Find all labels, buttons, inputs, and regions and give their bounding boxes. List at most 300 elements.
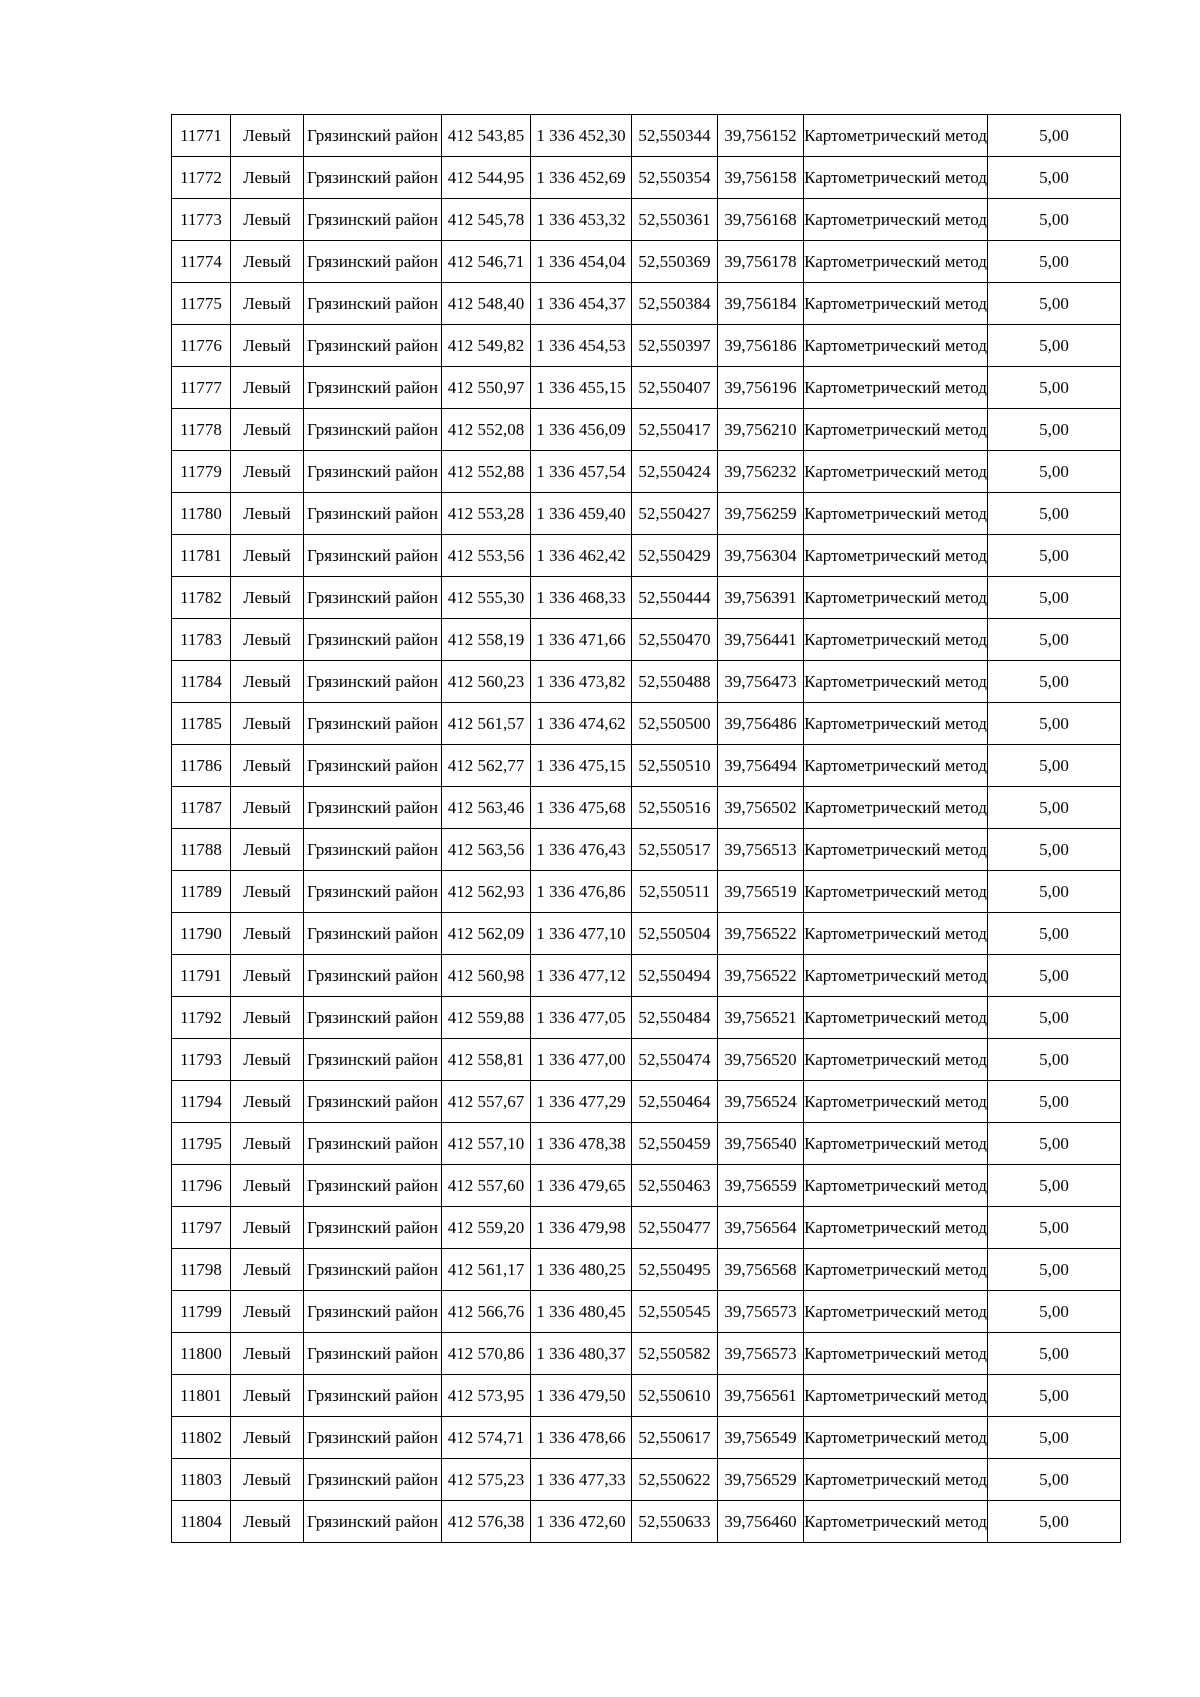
method-cell: Картометрический метод <box>804 1333 988 1375</box>
district-cell: Грязинский район <box>304 241 442 283</box>
table-row <box>172 1081 1121 1123</box>
table-row <box>172 535 1121 577</box>
side-cell: Левый <box>231 283 304 325</box>
point-number-cell: 11784 <box>172 661 231 703</box>
longitude-cell: 39,756460 <box>718 1501 804 1543</box>
y-coordinate-cell: 1 336 454,53 <box>531 325 632 367</box>
accuracy-cell: 5,00 <box>988 283 1121 325</box>
latitude-cell: 52,550510 <box>632 745 718 787</box>
latitude-cell: 52,550427 <box>632 493 718 535</box>
table-row <box>172 1249 1121 1291</box>
side-cell: Левый <box>231 829 304 871</box>
accuracy-cell: 5,00 <box>988 1249 1121 1291</box>
accuracy-cell: 5,00 <box>988 535 1121 577</box>
latitude-cell: 52,550545 <box>632 1291 718 1333</box>
accuracy-cell: 5,00 <box>988 1333 1121 1375</box>
y-coordinate-cell: 1 336 479,65 <box>531 1165 632 1207</box>
table-row <box>172 787 1121 829</box>
longitude-cell: 39,756529 <box>718 1459 804 1501</box>
accuracy-cell: 5,00 <box>988 325 1121 367</box>
district-cell: Грязинский район <box>304 1375 442 1417</box>
latitude-cell: 52,550610 <box>632 1375 718 1417</box>
accuracy-cell: 5,00 <box>988 1081 1121 1123</box>
longitude-cell: 39,756520 <box>718 1039 804 1081</box>
x-coordinate-cell: 412 561,17 <box>442 1249 531 1291</box>
district-cell: Грязинский район <box>304 661 442 703</box>
x-coordinate-cell: 412 558,81 <box>442 1039 531 1081</box>
x-coordinate-cell: 412 558,19 <box>442 619 531 661</box>
method-cell: Картометрический метод <box>804 661 988 703</box>
district-cell: Грязинский район <box>304 1333 442 1375</box>
table-row <box>172 997 1121 1039</box>
y-coordinate-cell: 1 336 479,50 <box>531 1375 632 1417</box>
y-coordinate-cell: 1 336 456,09 <box>531 409 632 451</box>
accuracy-cell: 5,00 <box>988 1123 1121 1165</box>
district-cell: Грязинский район <box>304 1291 442 1333</box>
side-cell: Левый <box>231 1039 304 1081</box>
x-coordinate-cell: 412 550,97 <box>442 367 531 409</box>
x-coordinate-cell: 412 557,10 <box>442 1123 531 1165</box>
table-row <box>172 829 1121 871</box>
y-coordinate-cell: 1 336 476,86 <box>531 871 632 913</box>
table-row <box>172 1291 1121 1333</box>
table-row <box>172 955 1121 997</box>
method-cell: Картометрический метод <box>804 409 988 451</box>
side-cell: Левый <box>231 871 304 913</box>
table-row <box>172 703 1121 745</box>
accuracy-cell: 5,00 <box>988 955 1121 997</box>
point-number-cell: 11790 <box>172 913 231 955</box>
side-cell: Левый <box>231 703 304 745</box>
side-cell: Левый <box>231 745 304 787</box>
x-coordinate-cell: 412 562,93 <box>442 871 531 913</box>
accuracy-cell: 5,00 <box>988 367 1121 409</box>
x-coordinate-cell: 412 559,88 <box>442 997 531 1039</box>
point-number-cell: 11797 <box>172 1207 231 1249</box>
accuracy-cell: 5,00 <box>988 1501 1121 1543</box>
side-cell: Левый <box>231 1207 304 1249</box>
method-cell: Картометрический метод <box>804 367 988 409</box>
y-coordinate-cell: 1 336 477,05 <box>531 997 632 1039</box>
table-row <box>172 1501 1121 1543</box>
point-number-cell: 11803 <box>172 1459 231 1501</box>
method-cell: Картометрический метод <box>804 1165 988 1207</box>
point-number-cell: 11794 <box>172 1081 231 1123</box>
point-number-cell: 11780 <box>172 493 231 535</box>
side-cell: Левый <box>231 997 304 1039</box>
y-coordinate-cell: 1 336 477,33 <box>531 1459 632 1501</box>
side-cell: Левый <box>231 493 304 535</box>
point-number-cell: 11776 <box>172 325 231 367</box>
point-number-cell: 11792 <box>172 997 231 1039</box>
district-cell: Грязинский район <box>304 619 442 661</box>
longitude-cell: 39,756564 <box>718 1207 804 1249</box>
district-cell: Грязинский район <box>304 283 442 325</box>
y-coordinate-cell: 1 336 452,69 <box>531 157 632 199</box>
latitude-cell: 52,550633 <box>632 1501 718 1543</box>
x-coordinate-cell: 412 544,95 <box>442 157 531 199</box>
latitude-cell: 52,550384 <box>632 283 718 325</box>
side-cell: Левый <box>231 1501 304 1543</box>
x-coordinate-cell: 412 562,77 <box>442 745 531 787</box>
x-coordinate-cell: 412 552,88 <box>442 451 531 493</box>
y-coordinate-cell: 1 336 478,38 <box>531 1123 632 1165</box>
table-row <box>172 1165 1121 1207</box>
side-cell: Левый <box>231 1459 304 1501</box>
table-row <box>172 241 1121 283</box>
longitude-cell: 39,756168 <box>718 199 804 241</box>
district-cell: Грязинский район <box>304 829 442 871</box>
accuracy-cell: 5,00 <box>988 115 1121 157</box>
method-cell: Картометрический метод <box>804 1291 988 1333</box>
method-cell: Картометрический метод <box>804 1501 988 1543</box>
method-cell: Картометрический метод <box>804 787 988 829</box>
method-cell: Картометрический метод <box>804 997 988 1039</box>
x-coordinate-cell: 412 566,76 <box>442 1291 531 1333</box>
side-cell: Левый <box>231 787 304 829</box>
district-cell: Грязинский район <box>304 535 442 577</box>
district-cell: Грязинский район <box>304 745 442 787</box>
y-coordinate-cell: 1 336 480,37 <box>531 1333 632 1375</box>
side-cell: Левый <box>231 409 304 451</box>
point-number-cell: 11782 <box>172 577 231 619</box>
y-coordinate-cell: 1 336 476,43 <box>531 829 632 871</box>
accuracy-cell: 5,00 <box>988 451 1121 493</box>
x-coordinate-cell: 412 553,28 <box>442 493 531 535</box>
y-coordinate-cell: 1 336 475,68 <box>531 787 632 829</box>
table-row <box>172 325 1121 367</box>
longitude-cell: 39,756259 <box>718 493 804 535</box>
district-cell: Грязинский район <box>304 703 442 745</box>
y-coordinate-cell: 1 336 477,12 <box>531 955 632 997</box>
point-number-cell: 11774 <box>172 241 231 283</box>
table-row <box>172 493 1121 535</box>
table-row <box>172 1039 1121 1081</box>
side-cell: Левый <box>231 913 304 955</box>
district-cell: Грязинский район <box>304 157 442 199</box>
accuracy-cell: 5,00 <box>988 829 1121 871</box>
y-coordinate-cell: 1 336 459,40 <box>531 493 632 535</box>
y-coordinate-cell: 1 336 453,32 <box>531 199 632 241</box>
method-cell: Картометрический метод <box>804 1375 988 1417</box>
x-coordinate-cell: 412 560,23 <box>442 661 531 703</box>
latitude-cell: 52,550463 <box>632 1165 718 1207</box>
y-coordinate-cell: 1 336 472,60 <box>531 1501 632 1543</box>
x-coordinate-cell: 412 553,56 <box>442 535 531 577</box>
side-cell: Левый <box>231 241 304 283</box>
method-cell: Картометрический метод <box>804 493 988 535</box>
accuracy-cell: 5,00 <box>988 1459 1121 1501</box>
district-cell: Грязинский район <box>304 1123 442 1165</box>
method-cell: Картометрический метод <box>804 535 988 577</box>
x-coordinate-cell: 412 555,30 <box>442 577 531 619</box>
longitude-cell: 39,756184 <box>718 283 804 325</box>
point-number-cell: 11789 <box>172 871 231 913</box>
accuracy-cell: 5,00 <box>988 409 1121 451</box>
accuracy-cell: 5,00 <box>988 241 1121 283</box>
district-cell: Грязинский район <box>304 1081 442 1123</box>
longitude-cell: 39,756513 <box>718 829 804 871</box>
x-coordinate-cell: 412 576,38 <box>442 1501 531 1543</box>
point-number-cell: 11783 <box>172 619 231 661</box>
y-coordinate-cell: 1 336 480,25 <box>531 1249 632 1291</box>
longitude-cell: 39,756573 <box>718 1333 804 1375</box>
latitude-cell: 52,550516 <box>632 787 718 829</box>
x-coordinate-cell: 412 561,57 <box>442 703 531 745</box>
point-number-cell: 11791 <box>172 955 231 997</box>
latitude-cell: 52,550369 <box>632 241 718 283</box>
table-row <box>172 283 1121 325</box>
x-coordinate-cell: 412 546,71 <box>442 241 531 283</box>
district-cell: Грязинский район <box>304 1039 442 1081</box>
point-number-cell: 11799 <box>172 1291 231 1333</box>
side-cell: Левый <box>231 157 304 199</box>
longitude-cell: 39,756561 <box>718 1375 804 1417</box>
x-coordinate-cell: 412 552,08 <box>442 409 531 451</box>
table-row <box>172 451 1121 493</box>
point-number-cell: 11795 <box>172 1123 231 1165</box>
accuracy-cell: 5,00 <box>988 913 1121 955</box>
table-row <box>172 1459 1121 1501</box>
side-cell: Левый <box>231 199 304 241</box>
latitude-cell: 52,550617 <box>632 1417 718 1459</box>
table-row <box>172 913 1121 955</box>
latitude-cell: 52,550429 <box>632 535 718 577</box>
accuracy-cell: 5,00 <box>988 997 1121 1039</box>
x-coordinate-cell: 412 562,09 <box>442 913 531 955</box>
longitude-cell: 39,756391 <box>718 577 804 619</box>
point-number-cell: 11798 <box>172 1249 231 1291</box>
district-cell: Грязинский район <box>304 1459 442 1501</box>
latitude-cell: 52,550354 <box>632 157 718 199</box>
longitude-cell: 39,756519 <box>718 871 804 913</box>
y-coordinate-cell: 1 336 479,98 <box>531 1207 632 1249</box>
district-cell: Грязинский район <box>304 325 442 367</box>
longitude-cell: 39,756568 <box>718 1249 804 1291</box>
table-row <box>172 367 1121 409</box>
x-coordinate-cell: 412 570,86 <box>442 1333 531 1375</box>
x-coordinate-cell: 412 557,67 <box>442 1081 531 1123</box>
district-cell: Грязинский район <box>304 409 442 451</box>
side-cell: Левый <box>231 1123 304 1165</box>
point-number-cell: 11772 <box>172 157 231 199</box>
x-coordinate-cell: 412 548,40 <box>442 283 531 325</box>
side-cell: Левый <box>231 1417 304 1459</box>
side-cell: Левый <box>231 1291 304 1333</box>
method-cell: Картометрический метод <box>804 1459 988 1501</box>
table-row <box>172 619 1121 661</box>
point-number-cell: 11787 <box>172 787 231 829</box>
latitude-cell: 52,550470 <box>632 619 718 661</box>
accuracy-cell: 5,00 <box>988 1039 1121 1081</box>
latitude-cell: 52,550474 <box>632 1039 718 1081</box>
longitude-cell: 39,756573 <box>718 1291 804 1333</box>
y-coordinate-cell: 1 336 462,42 <box>531 535 632 577</box>
table-row <box>172 871 1121 913</box>
side-cell: Левый <box>231 1333 304 1375</box>
latitude-cell: 52,550484 <box>632 997 718 1039</box>
method-cell: Картометрический метод <box>804 745 988 787</box>
district-cell: Грязинский район <box>304 577 442 619</box>
accuracy-cell: 5,00 <box>988 577 1121 619</box>
district-cell: Грязинский район <box>304 787 442 829</box>
method-cell: Картометрический метод <box>804 1039 988 1081</box>
side-cell: Левый <box>231 115 304 157</box>
table-row <box>172 199 1121 241</box>
y-coordinate-cell: 1 336 473,82 <box>531 661 632 703</box>
x-coordinate-cell: 412 549,82 <box>442 325 531 367</box>
point-number-cell: 11786 <box>172 745 231 787</box>
longitude-cell: 39,756486 <box>718 703 804 745</box>
longitude-cell: 39,756540 <box>718 1123 804 1165</box>
method-cell: Картометрический метод <box>804 1207 988 1249</box>
x-coordinate-cell: 412 563,46 <box>442 787 531 829</box>
y-coordinate-cell: 1 336 474,62 <box>531 703 632 745</box>
y-coordinate-cell: 1 336 454,37 <box>531 283 632 325</box>
y-coordinate-cell: 1 336 457,54 <box>531 451 632 493</box>
latitude-cell: 52,550417 <box>632 409 718 451</box>
method-cell: Картометрический метод <box>804 703 988 745</box>
accuracy-cell: 5,00 <box>988 157 1121 199</box>
longitude-cell: 39,756522 <box>718 955 804 997</box>
latitude-cell: 52,550488 <box>632 661 718 703</box>
longitude-cell: 39,756186 <box>718 325 804 367</box>
table-row <box>172 661 1121 703</box>
district-cell: Грязинский район <box>304 913 442 955</box>
y-coordinate-cell: 1 336 480,45 <box>531 1291 632 1333</box>
x-coordinate-cell: 412 563,56 <box>442 829 531 871</box>
y-coordinate-cell: 1 336 454,04 <box>531 241 632 283</box>
x-coordinate-cell: 412 574,71 <box>442 1417 531 1459</box>
method-cell: Картометрический метод <box>804 1249 988 1291</box>
side-cell: Левый <box>231 619 304 661</box>
district-cell: Грязинский район <box>304 493 442 535</box>
point-number-cell: 11771 <box>172 115 231 157</box>
table-row <box>172 1375 1121 1417</box>
latitude-cell: 52,550511 <box>632 871 718 913</box>
y-coordinate-cell: 1 336 475,15 <box>531 745 632 787</box>
x-coordinate-cell: 412 560,98 <box>442 955 531 997</box>
side-cell: Левый <box>231 367 304 409</box>
table-body <box>172 115 1121 1543</box>
district-cell: Грязинский район <box>304 1249 442 1291</box>
side-cell: Левый <box>231 325 304 367</box>
longitude-cell: 39,756152 <box>718 115 804 157</box>
table-row <box>172 577 1121 619</box>
latitude-cell: 52,550464 <box>632 1081 718 1123</box>
method-cell: Картометрический метод <box>804 1123 988 1165</box>
latitude-cell: 52,550517 <box>632 829 718 871</box>
table-row <box>172 409 1121 451</box>
y-coordinate-cell: 1 336 452,30 <box>531 115 632 157</box>
accuracy-cell: 5,00 <box>988 1207 1121 1249</box>
latitude-cell: 52,550500 <box>632 703 718 745</box>
table-row <box>172 1417 1121 1459</box>
method-cell: Картометрический метод <box>804 115 988 157</box>
table-row <box>172 745 1121 787</box>
longitude-cell: 39,756441 <box>718 619 804 661</box>
coordinates-table <box>171 114 1121 1543</box>
longitude-cell: 39,756524 <box>718 1081 804 1123</box>
side-cell: Левый <box>231 577 304 619</box>
latitude-cell: 52,550494 <box>632 955 718 997</box>
y-coordinate-cell: 1 336 477,00 <box>531 1039 632 1081</box>
method-cell: Картометрический метод <box>804 913 988 955</box>
point-number-cell: 11779 <box>172 451 231 493</box>
accuracy-cell: 5,00 <box>988 703 1121 745</box>
accuracy-cell: 5,00 <box>988 1417 1121 1459</box>
accuracy-cell: 5,00 <box>988 493 1121 535</box>
point-number-cell: 11800 <box>172 1333 231 1375</box>
latitude-cell: 52,550622 <box>632 1459 718 1501</box>
side-cell: Левый <box>231 1081 304 1123</box>
side-cell: Левый <box>231 1165 304 1207</box>
x-coordinate-cell: 412 557,60 <box>442 1165 531 1207</box>
longitude-cell: 39,756232 <box>718 451 804 493</box>
longitude-cell: 39,756502 <box>718 787 804 829</box>
accuracy-cell: 5,00 <box>988 787 1121 829</box>
point-number-cell: 11796 <box>172 1165 231 1207</box>
x-coordinate-cell: 412 575,23 <box>442 1459 531 1501</box>
longitude-cell: 39,756473 <box>718 661 804 703</box>
point-number-cell: 11793 <box>172 1039 231 1081</box>
latitude-cell: 52,550344 <box>632 115 718 157</box>
method-cell: Картометрический метод <box>804 283 988 325</box>
x-coordinate-cell: 412 573,95 <box>442 1375 531 1417</box>
point-number-cell: 11785 <box>172 703 231 745</box>
point-number-cell: 11788 <box>172 829 231 871</box>
table-row <box>172 1207 1121 1249</box>
longitude-cell: 39,756521 <box>718 997 804 1039</box>
y-coordinate-cell: 1 336 455,15 <box>531 367 632 409</box>
latitude-cell: 52,550424 <box>632 451 718 493</box>
method-cell: Картометрический метод <box>804 955 988 997</box>
longitude-cell: 39,756522 <box>718 913 804 955</box>
district-cell: Грязинский район <box>304 1165 442 1207</box>
latitude-cell: 52,550407 <box>632 367 718 409</box>
district-cell: Грязинский район <box>304 115 442 157</box>
district-cell: Грязинский район <box>304 199 442 241</box>
district-cell: Грязинский район <box>304 367 442 409</box>
point-number-cell: 11773 <box>172 199 231 241</box>
district-cell: Грязинский район <box>304 955 442 997</box>
accuracy-cell: 5,00 <box>988 619 1121 661</box>
point-number-cell: 11778 <box>172 409 231 451</box>
method-cell: Картометрический метод <box>804 619 988 661</box>
longitude-cell: 39,756559 <box>718 1165 804 1207</box>
longitude-cell: 39,756549 <box>718 1417 804 1459</box>
district-cell: Грязинский район <box>304 997 442 1039</box>
point-number-cell: 11802 <box>172 1417 231 1459</box>
latitude-cell: 52,550397 <box>632 325 718 367</box>
latitude-cell: 52,550582 <box>632 1333 718 1375</box>
accuracy-cell: 5,00 <box>988 1375 1121 1417</box>
district-cell: Грязинский район <box>304 871 442 913</box>
y-coordinate-cell: 1 336 478,66 <box>531 1417 632 1459</box>
latitude-cell: 52,550459 <box>632 1123 718 1165</box>
side-cell: Левый <box>231 451 304 493</box>
x-coordinate-cell: 412 545,78 <box>442 199 531 241</box>
side-cell: Левый <box>231 661 304 703</box>
method-cell: Картометрический метод <box>804 871 988 913</box>
side-cell: Левый <box>231 1375 304 1417</box>
method-cell: Картометрический метод <box>804 1417 988 1459</box>
method-cell: Картометрический метод <box>804 157 988 199</box>
longitude-cell: 39,756158 <box>718 157 804 199</box>
side-cell: Левый <box>231 535 304 577</box>
table-row <box>172 157 1121 199</box>
accuracy-cell: 5,00 <box>988 745 1121 787</box>
